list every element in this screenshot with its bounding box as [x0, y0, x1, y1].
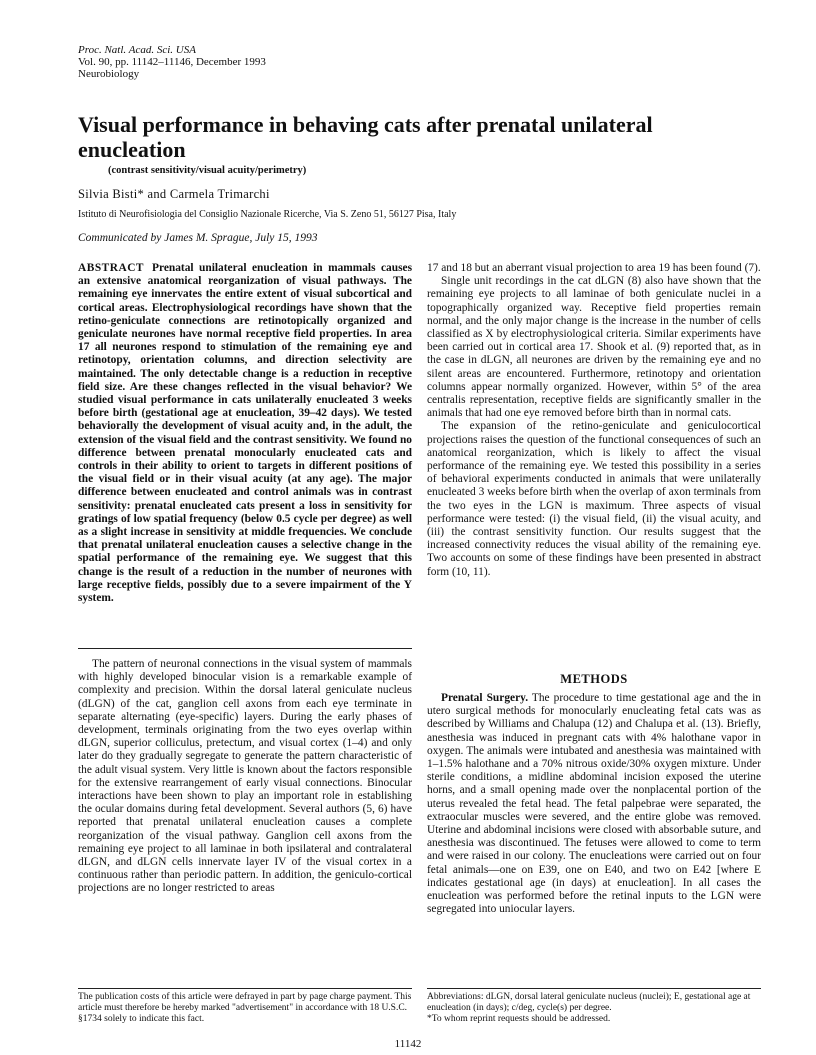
journal-volume: Vol. 90, pp. 11142–11146, December 1993	[78, 56, 266, 68]
abbreviations-footnote	[427, 992, 761, 1025]
authors: Silvia Bisti* and Carmela Trimarchi	[78, 187, 270, 201]
journal-header	[78, 44, 266, 80]
communicated-by: Communicated by James M. Sprague, July 15, 1993	[78, 232, 318, 244]
abstract-label: ABSTRACT	[78, 262, 145, 274]
page-number: 11142	[394, 1038, 422, 1050]
abstract-text: Prenatal unilateral enucleation in mammals causes an extensive anatomical reorganization of visual pathways. The remaining eye innervates the entire extent of visual subcortical and cortical areas. Electrophysiological recordings have shown that the retino-geniculate connections are retinotopically organized and geniculate neurones have normal receptive field properties. In area 17 all neurones respond to stimulation of the remaining eye and retinotopy, orientation columns, and direction selectivity are maintained. The only detectable change is a reduction in receptive field size. Are these changes reflected in the visual behavior? We studied visual performance in cats unilaterally enucleated 3 weeks before birth (gestational age at enucleation, 39–42 days). We tested behaviorally the development of visual acuity and, in the adult, the extension of the visual field and the contrast sensitivity. We found no difference between prenatal monocularly enucleated cats and controls in their ability to orient to targets in different positions of the visual field or in their visual acuity (at any age). The major difference between enucleated and control animals was in contrast sensitivity: prenatal enucleated cats present a loss in sensitivity for gratings of low spatial frequency (below 0.5 cycle per degree) as well as a slight increase in sensitivity at middle frequencies. We conclude that prenatal unilateral enucleation causes a selective change in the spatial performance of the remaining eye. We suggest that this change is the result of a reduction in the number of neurones with large receptive fields, possibly due to a severe impairment of the Y system.	[78, 262, 412, 605]
affiliation: Istituto di Neurofisiologia del Consiglio Nazionale Ricerche, Via S. Zeno 51, 56127 Pisa, Italy	[78, 209, 457, 220]
abstract	[78, 262, 412, 605]
methods-text: The procedure to time gestational age and the in utero surgical methods for monocularly enucleating fetal cats was as described by Williams and Chalupa (12) and Chalupa et al. (13). Briefly, anesthesia was induced in pregnant cats with 4% halothane vapor in oxygen. The animals were intubated and anesthesia was maintained with 1–1.5% halothane and a 70% nitrous oxide/30% oxygen mixture. Under sterile conditions, a midline abdominal incision exposed the uterine horns, and a small opening made over the nonplacental portion of the uterus revealed the fetal head. The fetal palpebrae were separated, the extraocular muscles were severed, and the entire globe was removed. Uterine and abdominal incisions were closed with absorbable suture, and anesthesia was discontinued. The fetuses were allowed to come to term and were raised in our colony. The enucleations were carried out on four fetal animals—one on E39, one on E40, and two on E42 [where E indicates gestational age (in days) at enucleation]. In all cases the enucleation was performed before the retinal inputs to the LGN were segregated into uniocular layers.	[427, 692, 761, 916]
journal-section: Neurobiology	[78, 68, 140, 80]
abbreviations: Abbreviations: dLGN, dorsal lateral geniculate nucleus (nuclei); E, gestational age at enucleation (in days); c/deg, cycle(s) per degree.	[427, 992, 751, 1013]
footnote-divider	[78, 988, 412, 989]
journal-name: Proc. Natl. Acad. Sci. USA	[78, 44, 196, 56]
right-column-intro	[427, 262, 761, 579]
paragraph: The expansion of the retino-geniculate and geniculocortical projections raises the question of the functional consequences of such an anatomical reorganization, which is likely to affect the visual performance of the remaining eye. We tested this possibility in a series of behavioral experiments conducted in animals that were unilaterally enucleated 3 weeks before birth when the overlap of axon terminals from the two eyes in the LGN is maximum. Three aspects of visual performance were tested: (i) the visual field, (ii) the visual acuity, and (iii) the contrast sensitivity function. Our results suggest that the increased connectivity reduces the visual ability of the remaining eye. Two accounts on some of these findings have been presented in abstract form (10, 11).	[427, 420, 761, 578]
correspondence-note: *To whom reprint requests should be addressed.	[427, 1014, 611, 1024]
keywords: (contrast sensitivity/visual acuity/perimetry)	[108, 165, 307, 176]
abstract-divider	[78, 648, 412, 649]
footnote-divider	[427, 988, 761, 989]
introduction-text: The pattern of neuronal connections in the visual system of mammals with highly developed binocular vision is a remarkable example of complexity and precision. Within the dorsal lateral geniculate nucleus (dLGN) of the cat, ganglion cell axons from each eye terminate in separate alternating (eye-specific) layers. During the early phases of development, terminals originating from the two eyes overlap within dLGN, superior colliculus, pretectum, and visual cortex (1–4) and only later do they gradually segregate to generate the pattern characteristic of the adult visual system. Very little is known about the factors responsible for the extensive rearrangement of early visual connections. Binocular interactions have been shown to play an important role in establishing the ocular domains during fetal development. Several authors (5, 6) have reported that prenatal unilateral enucleation causes a complete reorganization of the visual pathway. Ganglion cell axons from the remaining eye project to all laminae in both ipsilateral and contralateral dLGN, and dLGN cells innervate layer IV of the visual cortex in a continuous rather than periodic pattern. In addition, the geniculo-cortical projections are no longer restricted to areas	[78, 658, 412, 895]
methods-subheading: Prenatal Surgery.	[441, 692, 529, 704]
paragraph: 17 and 18 but an aberrant visual projection to area 19 has been found (7).	[427, 262, 761, 274]
methods-section	[427, 692, 761, 916]
publication-cost-footnote: The publication costs of this article were defrayed in part by page charge payment. This article must therefore be hereby marked "advertisement" in accordance with 18 U.S.C. §1734 solely to indicate this fact.	[78, 992, 412, 1024]
paragraph: Single unit recordings in the cat dLGN (8) also have shown that the remaining eye projects to all laminae of both geniculate nuclei in a topographically organized way. Receptive field properties remain normal, and the only major change is the increase in the number of cells classified as X by electrophysiological criteria. Similar experiments have been carried out in cortical area 17. Shook et al. (9) reported that, as in the case in dLGN, all neurones are driven by the remaining eye and no silent areas are encountered. Furthermore, retinotopy and orientation columns appear normally organized. However, within 5° of the area centralis representation, receptive fields are significantly smaller in the animals that had one eye removed before birth than in normal cats.	[427, 275, 761, 420]
article-title: Visual performance in behaving cats after prenatal unilateral enucleation	[78, 112, 653, 162]
methods-heading: METHODS	[560, 672, 628, 686]
